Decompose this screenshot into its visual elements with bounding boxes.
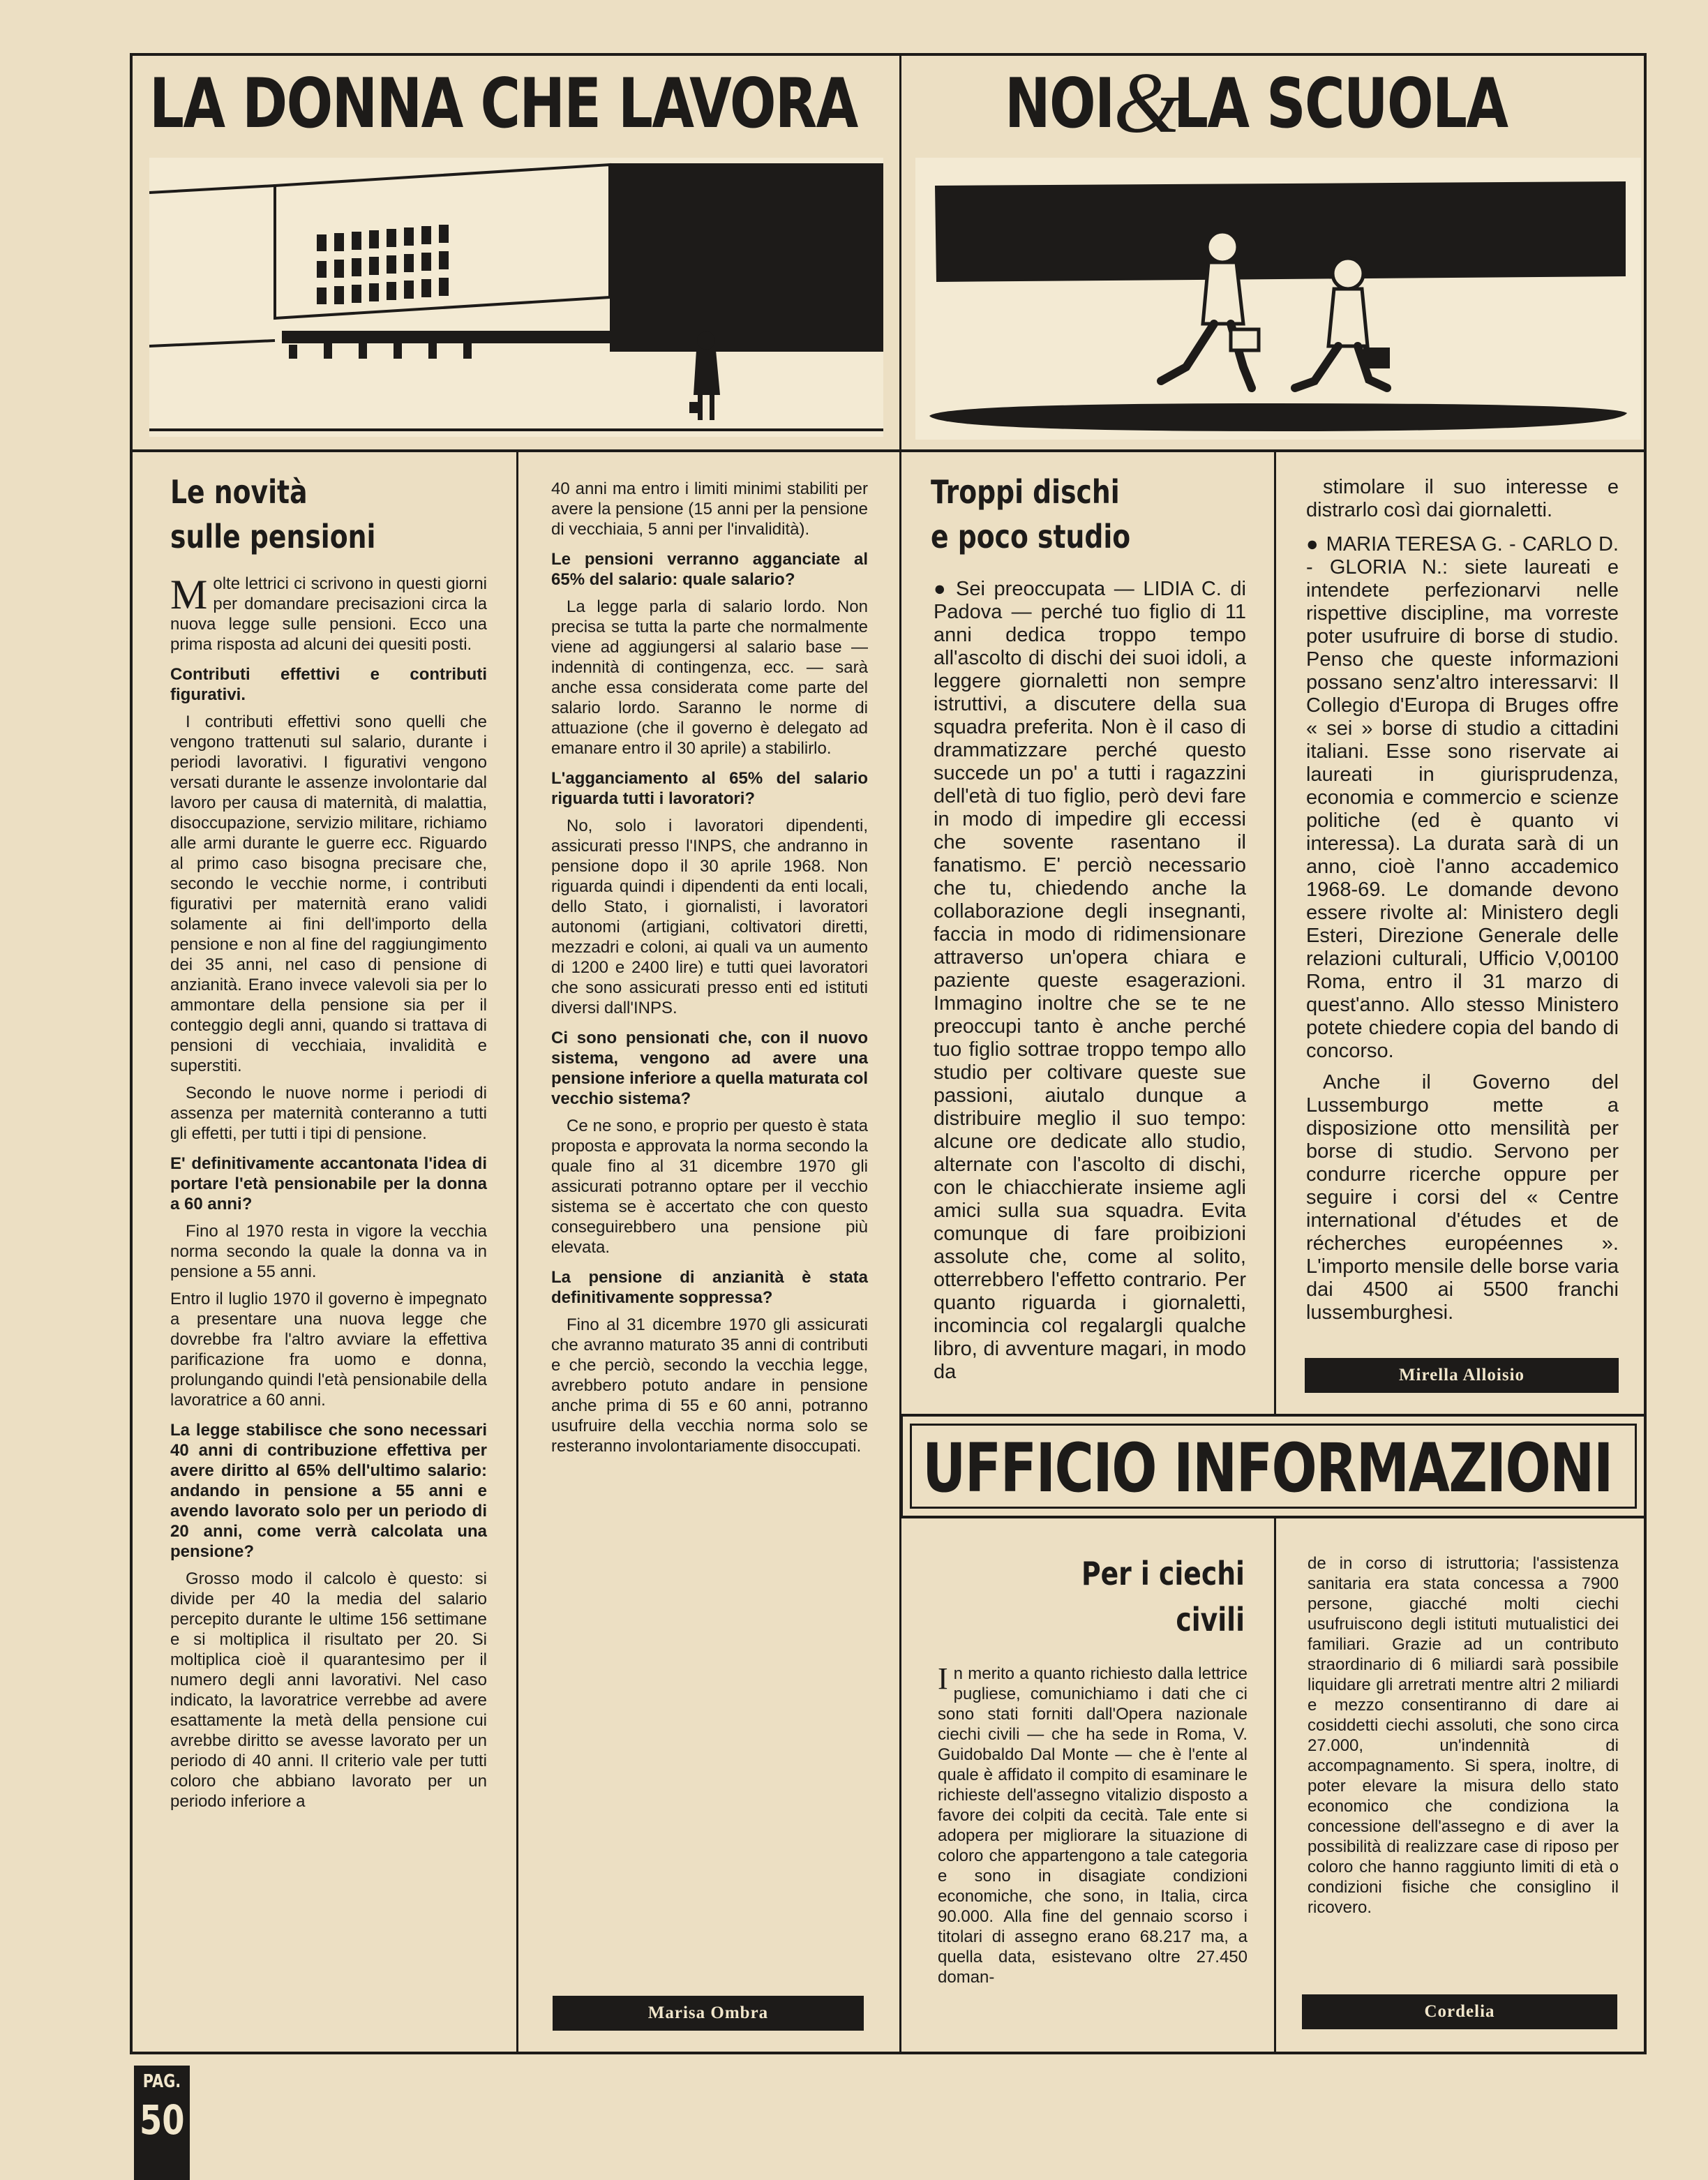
column-divider-1 [516,451,518,2054]
column-divider-4 [1274,1518,1276,2054]
pensioni-paragraph: Grosso modo il calcolo è questo: si divide per 40 la media del salario percepito durante le ultime 156 settimane e si moltiplica il risultato per 20. Si moltiplica cioè il quarantesimo per il numero degli anni lavorativi. Nel caso indicato, la lavoratrice verrebbe ad avere esattamente la metà della pensione cui avrebbe diritto se avesse lavorato per un periodo di 40 anni. Il criterio vale per tutti coloro che abbiano lavorato per un periodo inferiore a [170,1569,487,1811]
bullet-icon: ● [1306,533,1319,555]
ufficio-column-2 [1308,1553,1619,1925]
pensioni-paragraph: No, solo i lavoratori dipendenti, assicurati presso l'INPS, che andranno in pensione dopo il 30 aprile 1968. Non riguarda quindi i dipendenti da enti locali, dello Stato, i giornalisti, i lavoratori autonomi (artigiani, coltivatori diretti, mezzadri e coloni, ai quali va un aumento di 1200 e 2400 lire) e tutti quei lavoratori che sono assicurati presso enti ed istituti diversi dall'INPS. [551,816,868,1017]
ufficio-subtitle-line2: civili [1176,1601,1245,1638]
page-number-tab [134,2066,190,2180]
dischi-title-line2: e poco studio [931,518,1131,555]
ufficio-title: UFFICIO INFORMAZIONI [922,1429,1612,1507]
header-column-divider [899,53,901,451]
bullet-icon: ● [934,578,950,600]
left-section-title: LA DONNA CHE LAVORA [149,64,857,144]
pensioni-paragraph: I contributi effettivi sono quelli che vengono trattenuti sul salario, durante i periodi lavorativi. I figurativi vengono versati durante le assenze involontarie dal lavoro per causa di maternità, di malattia, disoccupazione, servizio militare, richiamo alle armi durante le guerre ecc. Riguardo al primo caso bisogna precisare che, secondo le vecchie norme, i contributi figurativi per maternità erano validi solamente ai fini dell'importo della pensione e non al fine del raggiungimento dei 35 anni, nel caso di pensione di anzianità. Erano invece valevoli sia per lo ammontare della pensione sia per il conteggio degli anni, quando si trattava di pensioni di vecchiaia, invalidità e superstiti. [170,712,487,1075]
students-walking-illustration [915,158,1641,440]
dischi-column [934,578,1246,1392]
pensioni-question-1: Contributi effettivi e contributi figurativi. [170,665,487,704]
pensioni-question-3: La legge stabilisce che sono necessari 40 anni di contribuzione effettiva per avere diritto al 65% dell'ultimo salario: andando in pensione a 55 anni e avendo lavorato solo per un periodo di 20 anni, come verrà calcolata una pensione? [170,1421,487,1561]
dischi-paragraph-text: MARIA TERESA G. - CARLO D. - GLORIA N.: siete laureati e intendete perfezionarvi nelle rispettive discipline, ma vorreste poter usufruire di borse di studio. Penso che queste informazioni possano senz'altro interessarvi: Il Collegio d'Europa di Bruges offre « sei » borse di studio a cittadini italiani. Esse sono riservate ai laureati in giurisprudenza, economia e commercio e scienze politiche (ed è quanto vi interessa). La durata sarà di un anno, cioè l'anno accademico 1968-69. Le domande devono essere rivolte al: Ministero degli Esteri, Direzione Generale delle relazioni culturali, Ufficio V,00100 Roma, entro il 31 marzo di quest'anno. Allo stesso Ministero potete chiedere copia del bando di concorso. [1306,533,1619,1062]
right-title-part1: NOI [1005,64,1114,144]
dischi-paragraph [1306,533,1619,1063]
pensioni-paragraph: Fino al 1970 resta in vigore la vecchia norma secondo la quale la donna va in pensione a 55 anni. [170,1222,487,1281]
pensioni-column-2 [551,479,868,1463]
dischi-column-continued [1306,476,1619,1333]
column-divider-2 [899,451,901,2054]
ampersand-ornament: & [1114,55,1181,151]
pensioni-paragraph: Entro il luglio 1970 il governo è impegnato a presentare una nuova legge che dovrebbe fra l'altro avviare la effettiva parificazione fra uomo e donna, prolungando quindi l'età pensionabile della lavoratrice a 60 anni. [170,1290,487,1410]
dischi-paragraph: Anche il Governo del Lussemburgo mette a disposizione otto mensilità per borse di studio. Servono per condurre ricerche oppure per seguire i corsi del « Centre international d'études et de récherches européennes ». L'importo mensile delle borse varia dai 4500 ai 5500 franchi lussemburghesi. [1306,1071,1619,1324]
pensioni-question-2: E' definitivamente accantonata l'idea di portare l'età pensionabile per la donna a 60 anni? [170,1154,487,1214]
pensioni-dropcap: M [170,572,208,618]
page-number: 50 [140,2096,185,2144]
dischi-title-line1: Troppi dischi [931,473,1120,511]
dischi-paragraph-text: Sei preoccupata — LIDIA C. di Padova — perché tuo figlio di 11 anni dedica troppo tempo all'ascolto di dischi dei suoi idoli, a leggere giornaletti non sempre istruttivi, a discutere della sua squadra preferita. Non è il caso di drammatizzare perché questo succede un po' a tutti i ragazzini dell'età di tuo figlio, però devi fare in modo di impedire gli eccessi che sovente rasentano il fanatismo. E' perciò necessario che tu, chiedendo anche la collaborazione degli insegnanti, faccia in modo di ridimensionare attraverso un'opera chiara e paziente queste esagerazioni. Immagino inoltre che se te ne preoccupi tanto è anche perché tuo figlio sottrae troppo tempo allo studio per coltivare queste sue passioni, aiutalo dunque a distribuire meglio il suo tempo: alcune ore dedicate allo studio, alternate con l'ascolto di dischi, con le chiacchierate insieme agli amici sulla sua squadra. Evita comunque di fare proibizioni assolute che, come al solito, otterrebbero l'effetto contrario. Per quanto riguarda i giornaletti, incomincia col regalargli qualche libro, di avventure magari, in modo da [934,578,1246,1383]
pensioni-paragraph: 40 anni ma entro i limiti minimi stabiliti per avere la pensione (15 anni per la pensione di vecchiaia, 5 anni per l'invalidità). [551,479,868,539]
pensioni-question-7: La pensione di anzianità è stata definitivamente soppressa? [551,1268,868,1307]
pensioni-column-1 [170,574,487,1819]
header-bottom-rule [130,449,1647,452]
ufficio-paragraph: de in corso di istruttoria; l'assistenza sanitaria era stata concessa a 7900 persone, giacché molti ciechi usufruiscono degli istituti mutualistici dei familiari. Grazie ad un contributo straordinario di 6 miliardi sarà possibile liquidare gli arretrati mentre altri 2 miliardi e mezzo consentiranno di dare ai cosiddetti ciechi assoluti, che sono circa 27.000, un'indennità di accompagnamento. Si spera, inoltre, di poter elevare la misura dello stato economico che condiziona la concessione dell'assegno e di aver la possibilità di realizzare case di riposo per coloro che hanno raggiunto limiti di età o condizioni fisiche che consiglino il ricovero. [1308,1554,1619,1917]
ufficio-column-1 [938,1664,1248,1994]
signature-cordelia: Cordelia [1302,1994,1617,2029]
dischi-paragraph: stimolare il suo interesse e distrarlo così dai giornaletti. [1306,476,1619,521]
dischi-paragraph [934,578,1246,1384]
column-divider-3 [1274,451,1276,1414]
pensioni-question-4: Le pensioni verranno agganciate al 65% del salario: quale salario? [551,550,868,589]
pensioni-paragraph: Fino al 31 dicembre 1970 gli assicurati che avranno maturato 35 anni di contributi e che perciò, secondo la vecchia legge, avrebbero potuto andare in pensione anche prima di 55 e 60 anni, potranno usufruire della vecchia norma solo se resteranno involontariamente disoccupati. [551,1315,868,1456]
pensioni-paragraph: La legge parla di salario lordo. Non precisa se tutta la parte che normalmente viene ad aggiungersi al salario base — indennità di contingenza, ecc. — sarà anche essa considerata come parte del salario lordo. Saranno le norme di attuazione (che il governo è delegato ad emanare entro il 30 aprile) a stabilirlo. [551,597,868,758]
pensioni-intro-text: olte lettrici ci scrivono in questi giorni per domandare precisazioni circa la nuova legge sulle pensioni. Ecco una prima risposta ad alcuni dei quesiti posti. [170,574,487,654]
ufficio-paragraph [938,1664,1248,1987]
ufficio-informazioni-banner [900,1414,1647,1518]
signature-marisa-ombra: Marisa Ombra [553,1996,864,2031]
pensioni-title-line1: Le novità [170,473,308,511]
signature-mirella-alloisio: Mirella Alloisio [1305,1358,1619,1393]
pensioni-intro [170,574,487,655]
page-label: PAG. [142,2071,181,2092]
building-illustration [149,158,883,437]
pensioni-question-6: Ci sono pensionati che, con il nuovo sistema, vengono ad avere una pensione inferiore a quella maturata col vecchio sistema? [551,1029,868,1108]
ufficio-paragraph-text: n merito a quanto richiesto dalla lettrice pugliese, comunichiamo i dati che ci sono stati forniti dall'Opera nazionale ciechi civili — che ha sede in Roma, V. Guidobaldo Dal Monte — che è l'ente al quale è affidato il compito di esaminare le richieste dell'assegno vitalizio disposto a favore dei colpiti da cecità. Tale ente si adopera per migliorare la situazione di coloro che appartengono a tale categoria e sono in disagiate condizioni economiche, che sono, in Italia, circa 90.000. Alla fine del gennaio scorso i titolari di assegno erano 68.217 ma, a quella data, esistevano oltre 27.450 doman- [938,1664,1248,1987]
ufficio-dropcap: I [938,1662,948,1696]
pensioni-question-5: L'agganciamento al 65% del salario riguarda tutti i lavoratori? [551,769,868,808]
pensioni-title-line2: sulle pensioni [170,518,376,555]
pensioni-paragraph: Ce ne sono, e proprio per questo è stata proposta e approvata la norma secondo la quale fino al 31 dicembre 1970 gli assicurati potranno optare per il vecchio sistema se è accertato che con questo conseguirebbero una pensione più elevata. [551,1117,868,1257]
ufficio-subtitle-line1: Per i ciechi [1081,1555,1245,1592]
right-title-part2: LA SCUOLA [1174,64,1508,144]
pensioni-paragraph: Secondo le nuove norme i periodi di assenza per maternità conteranno a tutti gli effetti, per tutti i tipi di pensione. [170,1084,487,1143]
